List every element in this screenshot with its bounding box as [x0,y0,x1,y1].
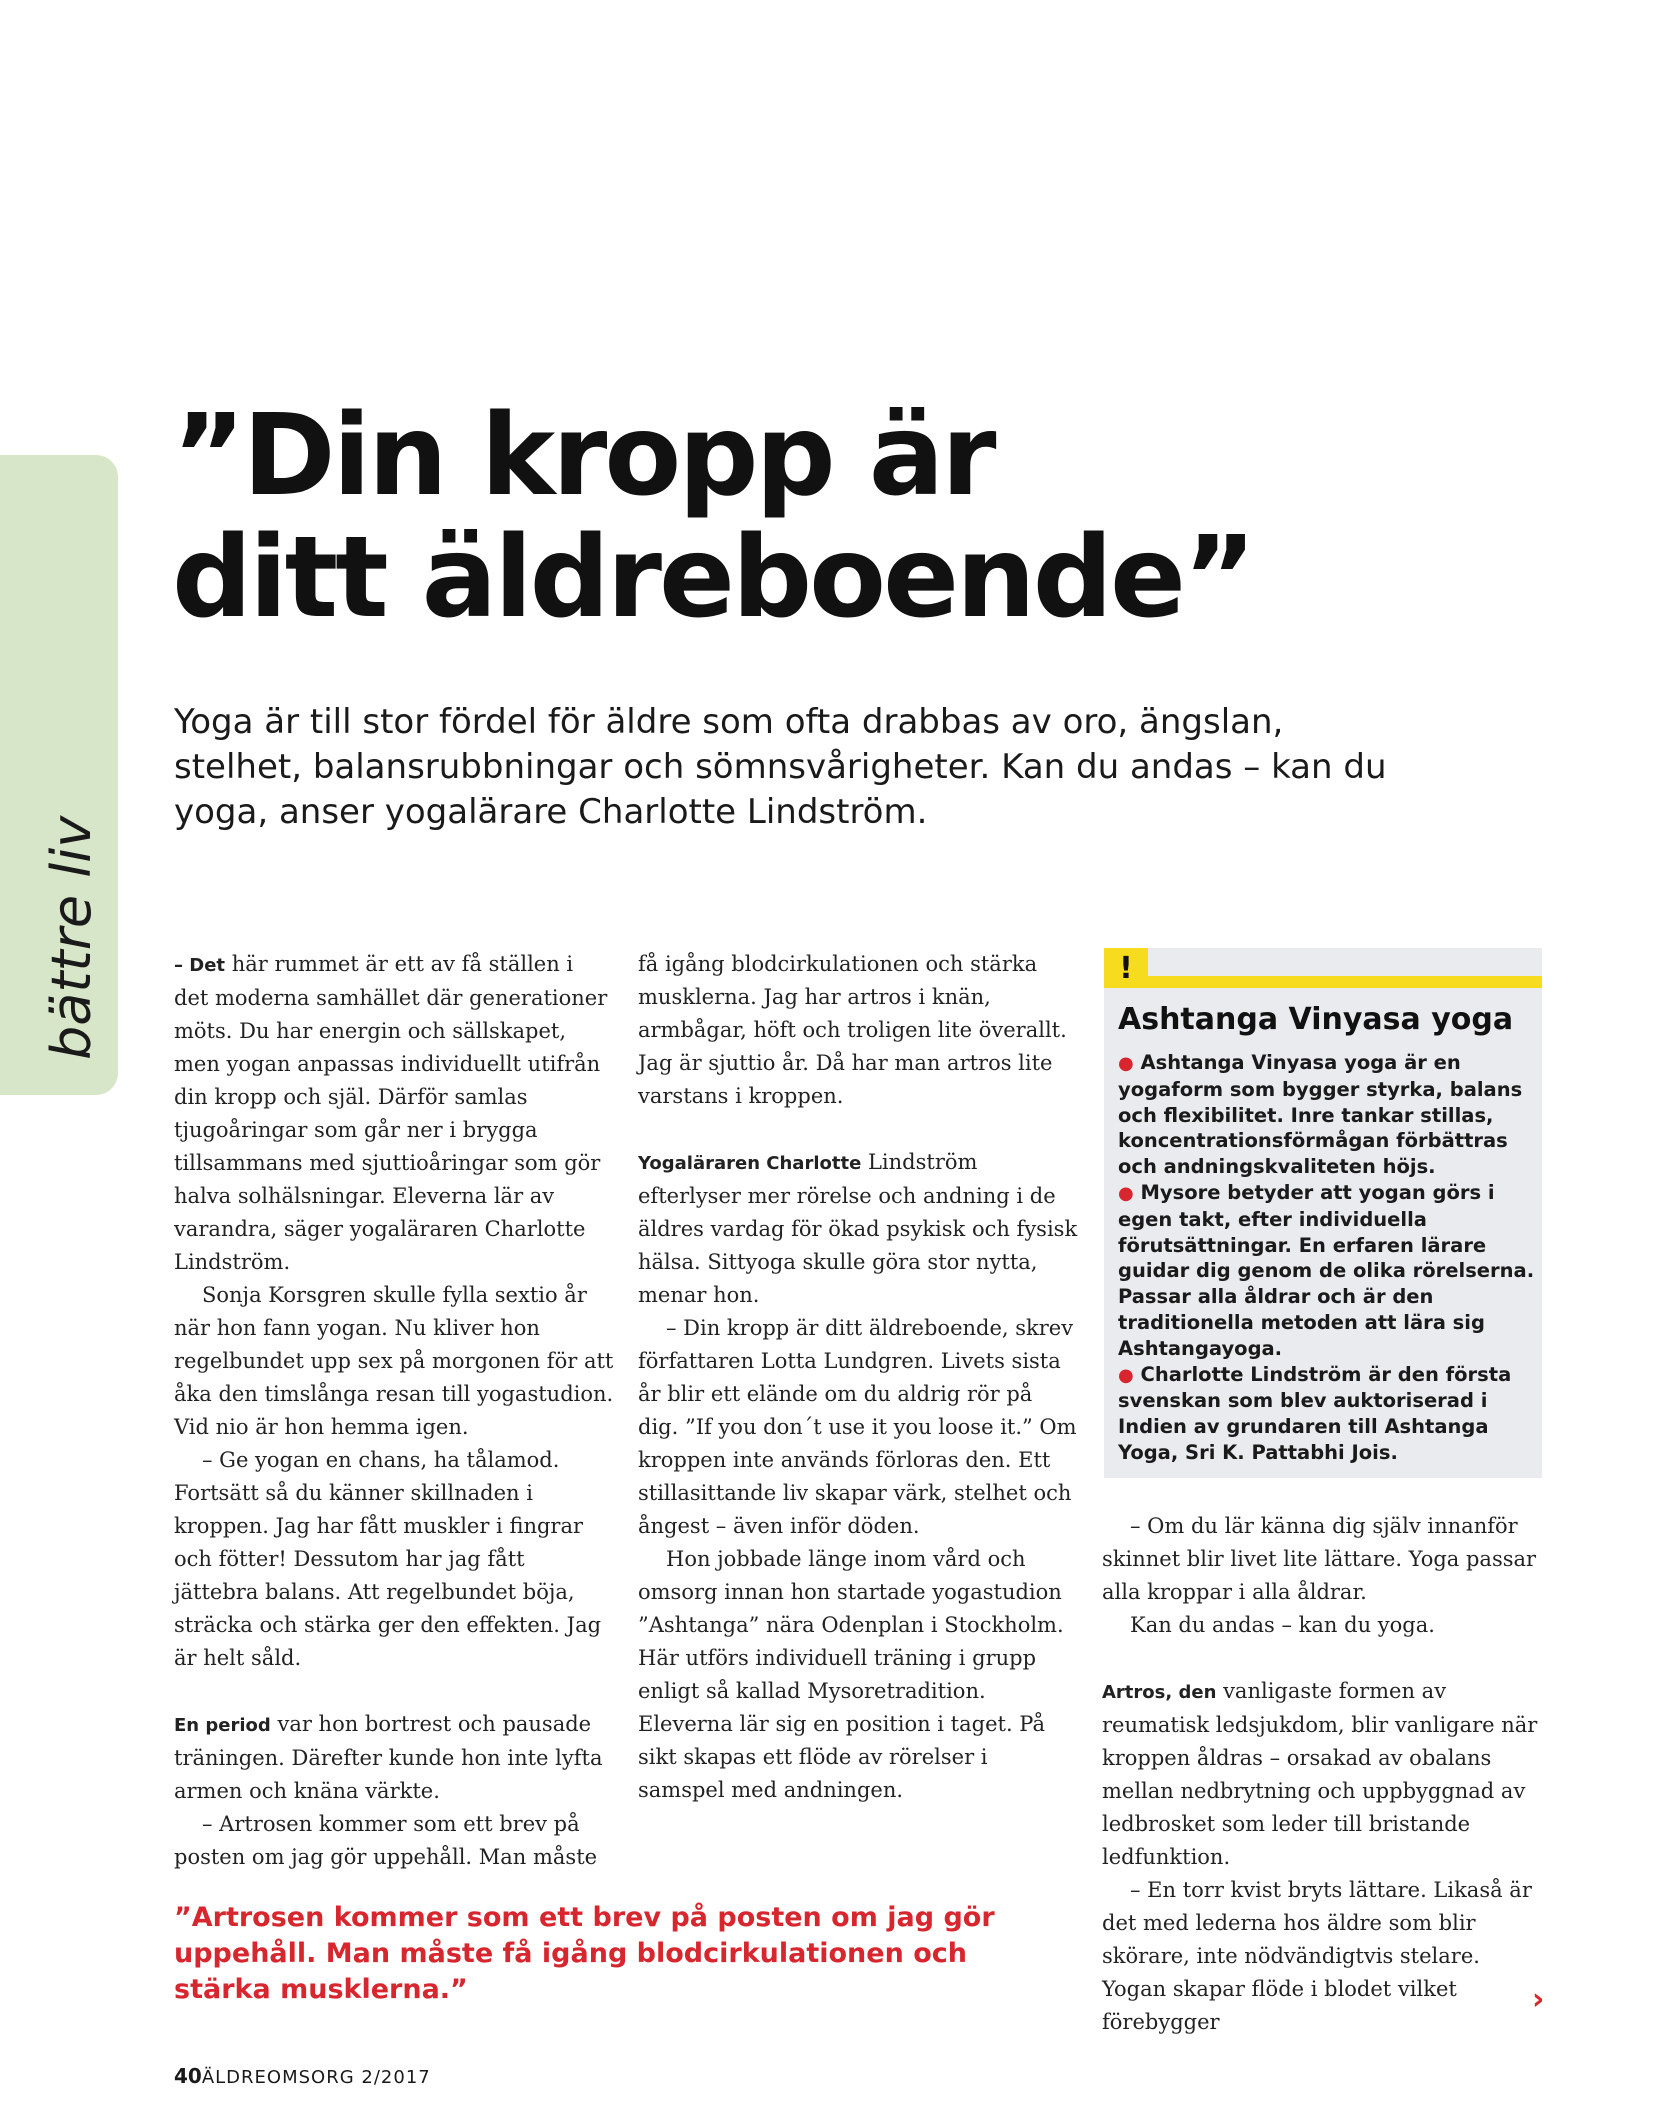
bullet-icon: ● [1118,1182,1134,1204]
fact-box-body [1118,1050,1536,1466]
paragraph-text: Lindström efterlyser mer rörelse och andning i de äldres vardag för ökad psykisk och fysisk hälsa. Sittyoga skulle göra stor nytta, menar hon. [638,1150,1078,1307]
paragraph: Kan du andas – kan du yoga. [1130,1613,1435,1637]
fact-item-text: Ashtanga Vinyasa yoga är en yogaform som bygger styrka, balans och flexibilitet. Inre tankar stillas, koncentrationsförmågan förbättras och andningskvaliteten höjs. [1118,1051,1523,1179]
fact-box-bar [1104,976,1542,988]
headline-line-2: ditt äldreboende” [172,513,1254,643]
chevron-right-icon: › [1532,1982,1545,2017]
fact-item-text: Mysore betyder att yogan görs i egen takt, efter individuella förutsättningar. En erfaren lärare guidar dig genom de olika rörelserna. Passar alla åldrar och är den traditionella metoden att lära sig Ashtangayoga. [1118,1180,1535,1360]
article-lead: Yoga är till stor fördel för äldre som ofta drabbas av oro, ängslan, stelhet, balansrubbningar och sömnsvårigheter. Kan du andas – kan du yoga, anser yogalärare Charlotte Lindström. [174,702,1387,832]
article-headline [172,391,1254,643]
fact-item-text: Charlotte Lindström är den första svenskan som blev auktoriserad i Indien av grundaren till Ashtanga Yoga, Sri K. Pattabhi Jois. [1118,1362,1512,1464]
headline-line-1: ”Din kropp är [172,391,994,521]
exclamation-icon: ! [1104,948,1148,988]
fact-item [1118,1050,1536,1180]
paragraph: – Artrosen kommer som ett brev på posten om jag gör uppehåll. Man måste [174,1812,598,1869]
bullet-icon: ● [1118,1364,1134,1386]
section-label: bättre liv [40,815,103,1060]
paragraph: – Om du lär känna dig själv innanför skinnet blir livet lite lättare. Yoga passar alla kroppar i alla åldrar. [1102,1514,1537,1604]
page-footer [174,2064,431,2088]
paragraph [174,948,614,1279]
paragraph-text: vanligaste formen av reumatisk ledsjukdom, blir vanligare när kroppen åldras – orsakad av obalans mellan nedbrytning och uppbyggnad av ledbrosket som leder till bristande ledfunktion. [1102,1679,1538,1869]
body-column-3 [1102,1510,1545,2039]
paragraph-text: var hon bortrest och pausade träningen. Därefter kunde hon inte lyfta armen och knäna värkte. [174,1712,603,1803]
paragraph: Sonja Korsgren skulle fylla sextio år när hon fann yogan. Nu kliver hon regelbundet upp sex på morgonen för att åka den timslånga resan till yogastudion. Vid nio är hon hemma igen. [174,1283,614,1439]
paragraph: – Din kropp är ditt äldreboende, skrev författaren Lotta Lundgren. Livets sista år blir ett elände om du aldrig rör på dig. ”If you don´t use it you loose it.” Om kroppen inte används förloras den. Ett stillasittande liv skapar värk, stelhet och ångest – även inför döden. [638,1316,1077,1538]
page-number: 40 [174,2064,202,2088]
paragraph-lead-in: – Det [174,955,226,976]
paragraph-lead-in: En period [174,1715,271,1736]
pull-quote: ”Artrosen kommer som ett brev på posten om jag gör uppehåll. Man måste få igång blodcirkulationen och stärka musklerna.” [174,1902,995,2005]
paragraph: – Ge yogan en chans, ha tålamod. Fortsätt så du känner skillnaden i kroppen. Jag har fått muskler i fingrar och fötter! Dessutom har jag fått jättebra balans. Att regelbundet böja, sträcka och stärka ger den effekten. Jag är helt såld. [174,1448,602,1670]
paragraph: Hon jobbade länge inom vård och omsorg innan hon startade yogastudion ”Ashtanga” nära Odenplan i Stockholm. Här utförs individuell träning i grupp enligt så kallad Mysoretradition. Eleverna lär sig en position i taget. På sikt skapas ett flöde av rörelser i samspel med andningen. [638,1547,1064,1802]
fact-item [1118,1362,1536,1466]
fact-box [1104,948,1542,1478]
body-column-2 [638,948,1078,1807]
paragraph [1102,1675,1542,1874]
paragraph: – En torr kvist bryts lättare. Likaså är det med lederna hos äldre som blir skörare, inte nödvändigtvis stelare. Yogan skapar flöde i blodet vilket förebygger [1102,1878,1532,2034]
paragraph-text: här rummet är ett av få ställen i det moderna samhället där generationer möts. Du har energin och sällskapet, men yogan anpassas individuellt utifrån din kropp och själ. Därför samlas tjugoåringar som går ner i brygga tillsammans med sjuttioåringar som gör halva solhälsningar. Eleverna lär av varandra, säger yogaläraren Charlotte Lindström. [174,952,608,1274]
fact-box-title: Ashtanga Vinyasa yoga [1118,1002,1514,1037]
paragraph-lead-in: Artros, den [1102,1682,1217,1703]
bullet-icon: ● [1118,1053,1134,1074]
paragraph [638,1146,1078,1312]
paragraph-lead-in: Yogaläraren Charlotte [638,1153,862,1174]
fact-item [1118,1180,1536,1362]
magazine-issue: ÄLDREOMSORG 2/2017 [201,2067,431,2088]
body-column-1 [174,948,614,1874]
paragraph: få igång blodcirkulationen och stärka musklerna. Jag har artros i knän, armbågar, höft och troligen lite överallt. Jag är sjuttio år. Då har man artros lite varstans i kroppen. [638,952,1067,1108]
paragraph [174,1708,614,1808]
